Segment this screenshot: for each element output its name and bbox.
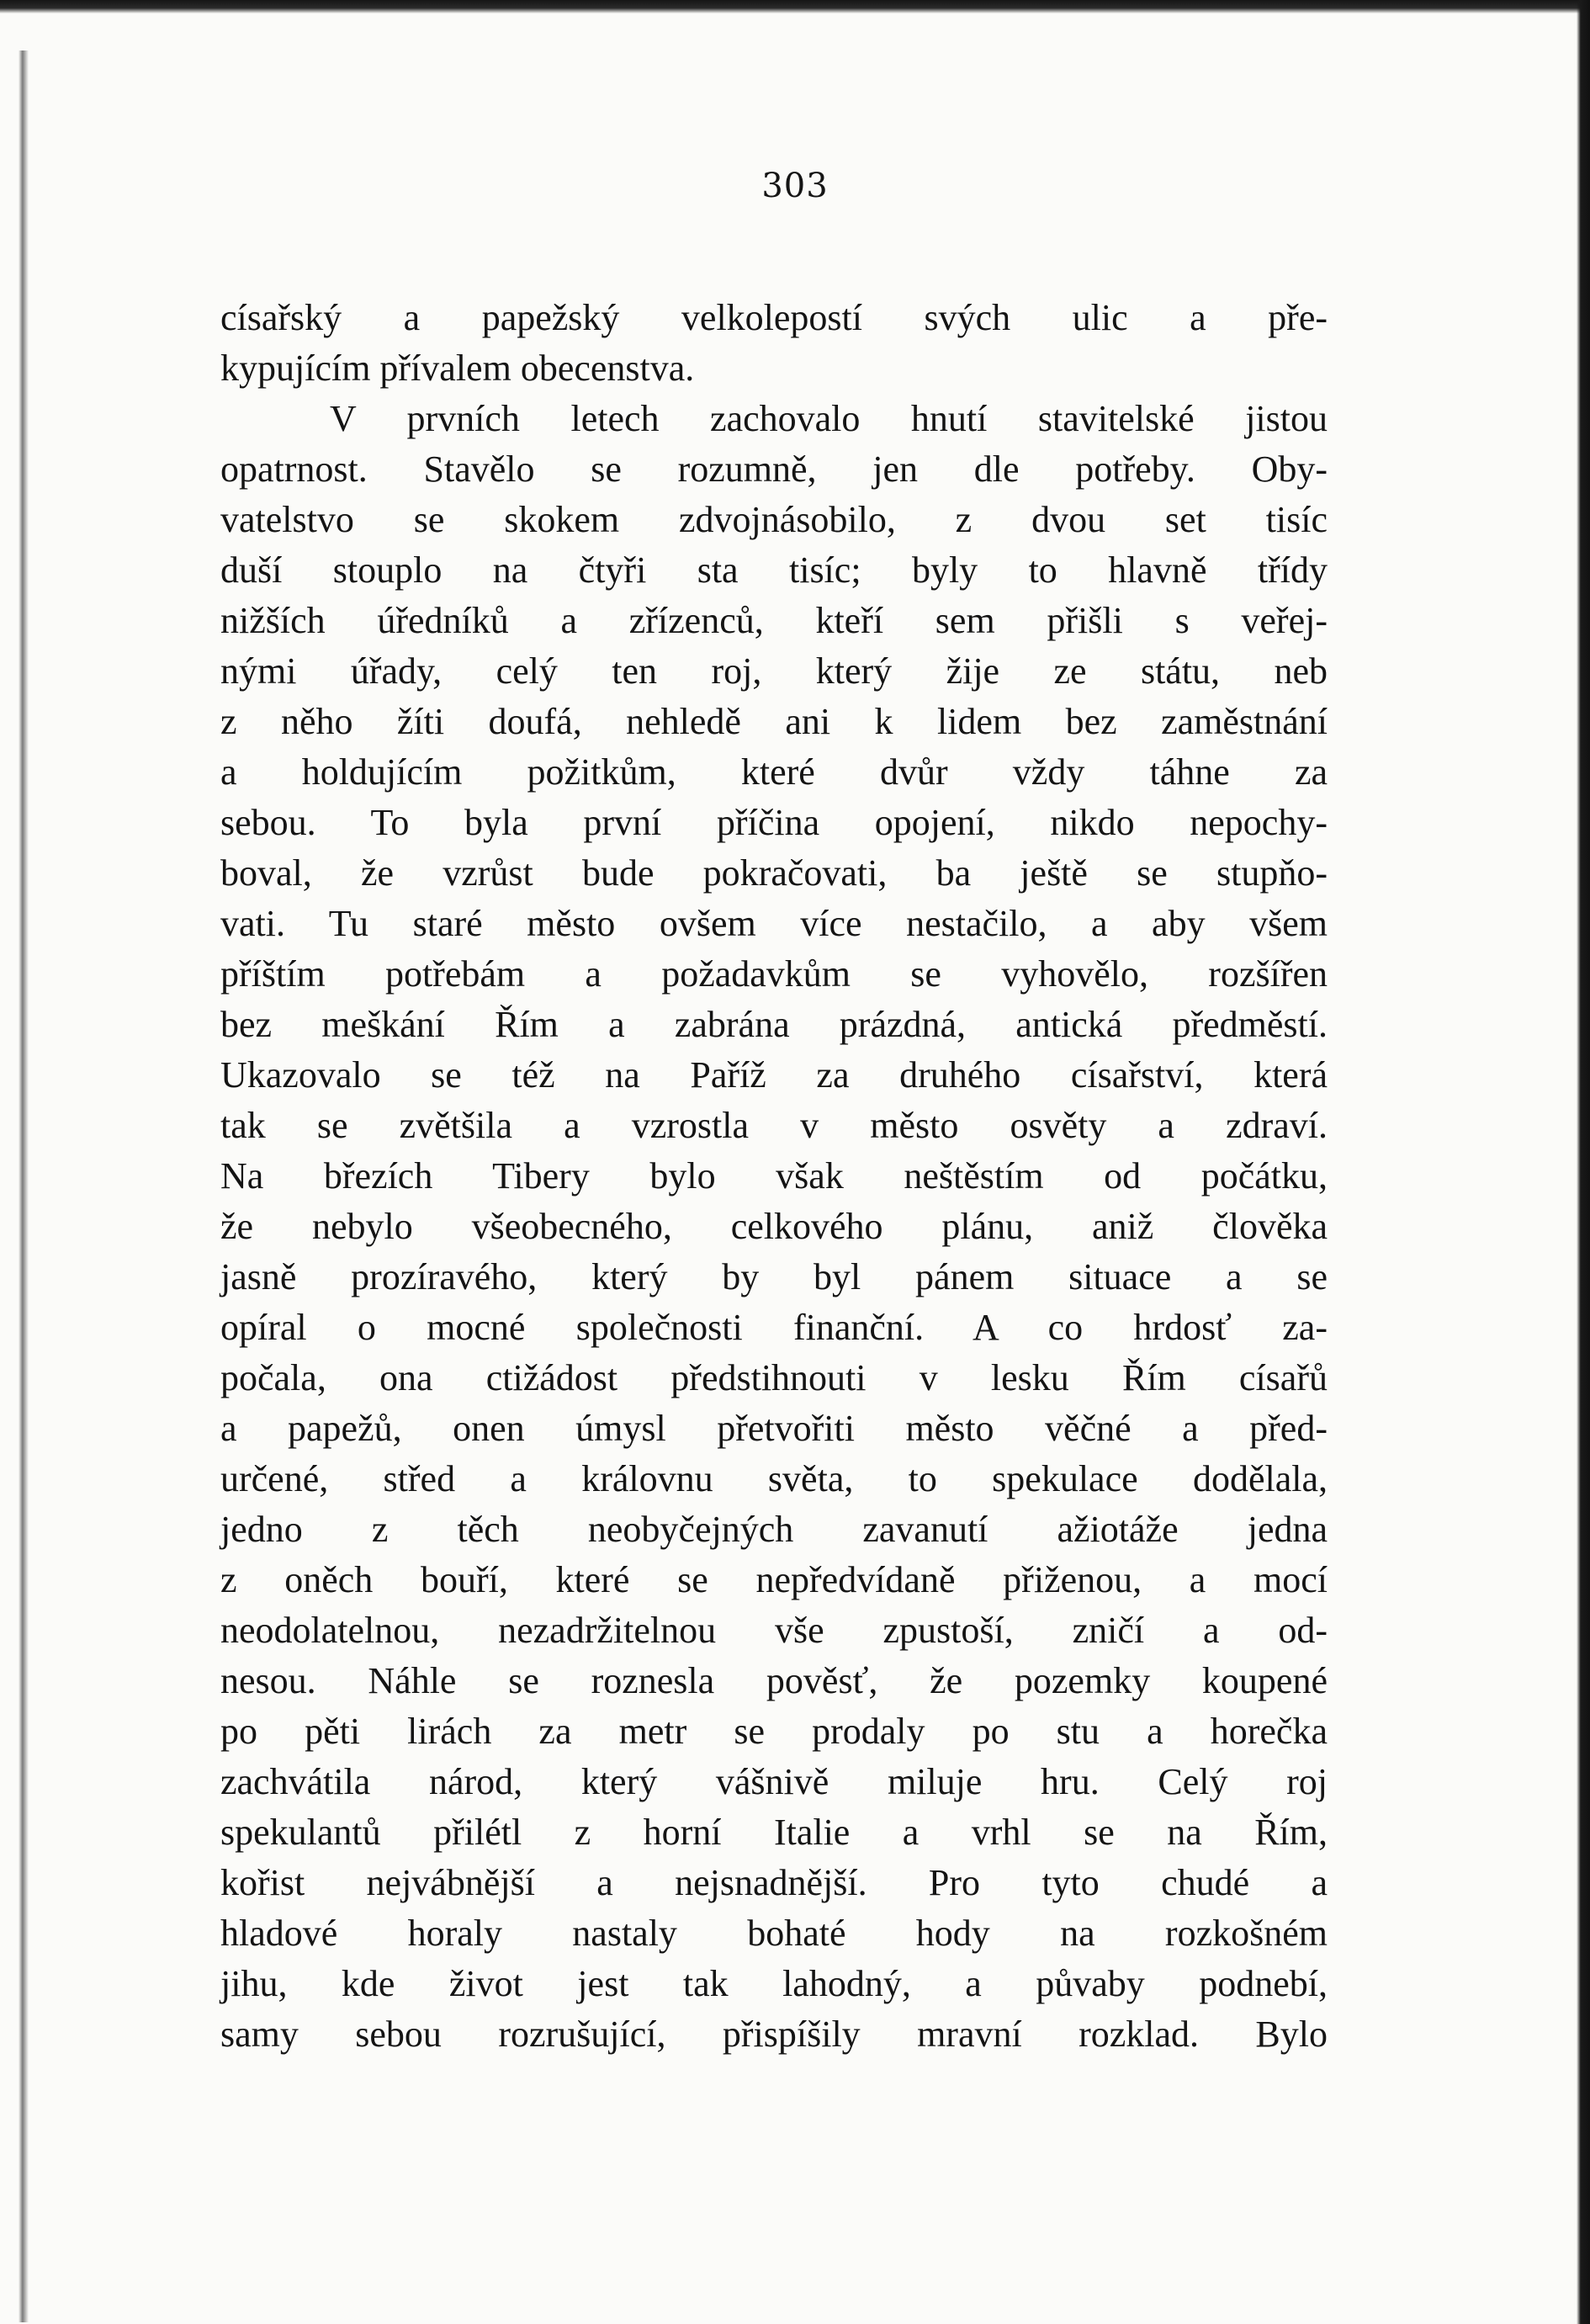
text-line: duší stouplo na čtyři sta tisíc; byly to hlavně třídy [220,549,1328,591]
scan-right-edge [1577,0,1590,2324]
body-text [220,293,1328,2060]
text-line: jasně prozíravého, který by byl pánem situace a se [220,1256,1328,1297]
text-line: tak se zvětšila a vzrostla v město osvěty a zdraví. [220,1105,1328,1146]
text-line: a papežů, onen úmysl přetvořiti město věčné a před- [220,1408,1328,1449]
text-line: vati. Tu staré město ovšem více nestačilo, a aby všem [220,903,1328,944]
text-line: počala, ona ctižádost předstihnouti v lesku Řím císařů [220,1357,1328,1398]
text-line: nými úřady, celý ten roj, který žije ze státu, neb [220,650,1328,692]
scan-binding-shadow [19,50,29,2322]
text-line: boval, že vzrůst bude pokračovati, ba ještě se stupňo- [220,852,1328,894]
text-line: samy sebou rozrušující, přispíšily mravní rozklad. Bylo [220,2014,1328,2055]
text-line: opíral o mocné společnosti finanční. A co hrdosť za- [220,1307,1328,1348]
text-line: z oněch bouří, které se nepředvídaně přiženou, a mocí [220,1559,1328,1600]
text-line: po pěti lirách za metr se prodaly po stu a horečka [220,1711,1328,1752]
text-line: jedno z těch neobyčejných zavanutí ažiotáže jedna [220,1509,1328,1550]
text-line: neodolatelnou, nezadržitelnou vše zpustoší, zničí a od- [220,1610,1328,1651]
text-line: nesou. Náhle se roznesla pověsť, že pozemky koupené [220,1660,1328,1701]
text-line: z něho žíti doufá, nehledě ani k lidem bez zaměstnání [220,701,1328,742]
text-line: a holdujícím požitkům, které dvůr vždy táhne za [220,751,1328,793]
text-line: Ukazovalo se též na Paříž za druhého císařství, která [220,1054,1328,1096]
page-number: 303 [761,167,829,205]
text-line: určené, střed a královnu světa, to spekulace dodělala, [220,1458,1328,1499]
text-line: sebou. To byla první příčina opojení, nikdo nepochy- [220,802,1328,843]
text-line: kořist nejvábnější a nejsnadnější. Pro tyto chudé a [220,1862,1328,1903]
text-line: kypujícím přívalem obecenstva. [220,348,695,389]
text-line: příštím potřebám a požadavkům se vyhovělo, rozšířen [220,953,1328,995]
text-line: spekulantů přilétl z horní Italie a vrhl se na Řím, [220,1812,1328,1853]
text-line: nižších úředníků a zřízenců, kteří sem přišli s veřej- [220,600,1328,641]
text-line: Na březích Tibery bylo však neštěstím od počátku, [220,1155,1328,1196]
text-line: císařský a papežský velkolepostí svých ulic a pře- [220,297,1328,338]
text-line: jihu, kde život jest tak lahodný, a půvaby podnebí, [220,1963,1328,2004]
text-line: hladové horaly nastaly bohaté hody na rozkošném [220,1913,1328,1954]
text-line: vatelstvo se skokem zdvojnásobilo, z dvou set tisíc [220,499,1328,540]
text-line: V prvních letech zachovalo hnutí stavitelské jistou [330,398,1328,439]
text-line: že nebylo všeobecného, celkového plánu, aniž člověka [220,1206,1328,1247]
text-line: bez meškání Řím a zabrána prázdná, antická předměstí. [220,1004,1328,1045]
text-line: zachvátila národ, který vášnivě miluje hru. Celý roj [220,1761,1328,1802]
scan-top-edge [0,0,1590,13]
text-line: opatrnost. Stavělo se rozumně, jen dle potřeby. Oby- [220,448,1328,490]
